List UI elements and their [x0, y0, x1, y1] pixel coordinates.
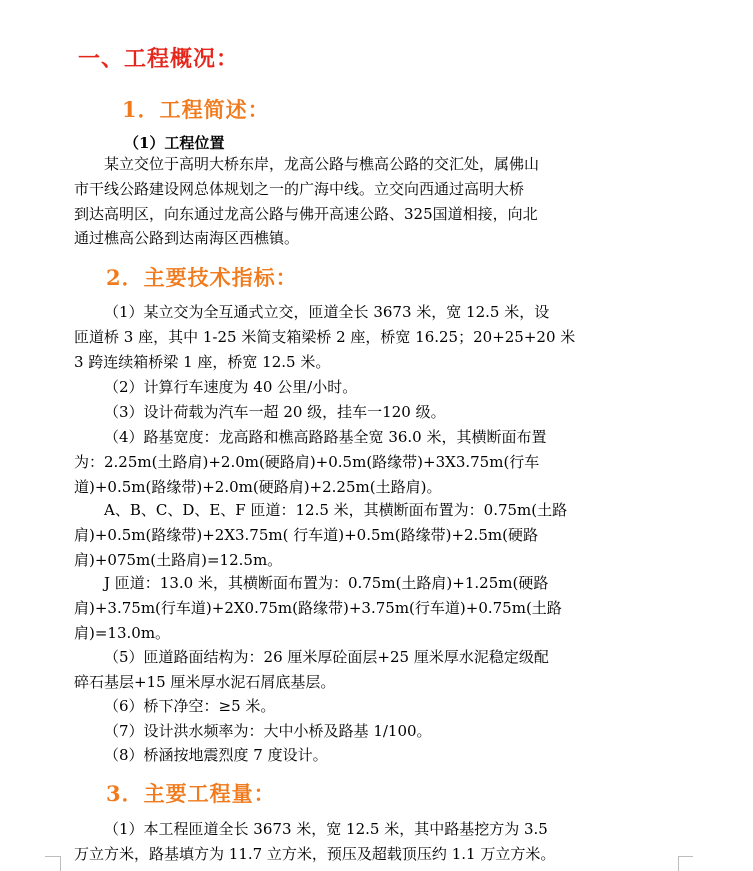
text-line: 肩)=13.0m。 — [74, 623, 171, 642]
subsection-heading-technical-indicators: 2．主要技术指标： — [106, 265, 298, 290]
text-line: 道)+0.5m(路缘带)+2.0m(硬路肩)+2.25m(土路肩)。 — [74, 477, 442, 496]
text-line: 为：2.25m(土路肩)+2.0m(硬路肩)+0.5m(路缘带)+3X3.75m(行车 — [74, 452, 540, 471]
text-line: （7）设计洪水频率为：大中小桥及路基 1/100。 — [104, 722, 432, 740]
text-line: 市干线公路建设网总体规划之一的广海中线。立交向西通过高明大桥 — [74, 179, 525, 198]
paragraph-interchange — [74, 300, 640, 374]
paragraph-flood — [74, 719, 640, 744]
paragraph-pavement — [74, 645, 640, 695]
section-heading-engineering-overview: 一、工程概况： — [78, 46, 240, 72]
text-line: 肩)+075m(土路肩)=12.5m。 — [74, 550, 283, 569]
paragraph-subgrade-width — [74, 425, 640, 499]
text-line: 匝道桥 3 座，其中 1-25 米简支箱梁桥 2 座，桥宽 16.25；20+25+20 米 — [74, 327, 576, 346]
paragraph-load — [74, 400, 640, 425]
text-line: （1）本工程匝道全长 3673 米，宽 12.5 米，其中路基挖方为 3.5 — [104, 820, 548, 838]
crop-mark-left — [60, 856, 61, 871]
crop-mark-right-h — [678, 856, 693, 857]
paragraph-speed — [74, 375, 640, 400]
text-line: J 匝道：13.0 米，其横断面布置为：0.75m(土路肩)+1.25m(硬路 — [104, 574, 549, 592]
text-line: （8）桥涵按地震烈度 7 度设计。 — [104, 746, 328, 764]
text-line: 某立交位于高明大桥东岸，龙高公路与樵高公路的交汇处，属佛山 — [104, 155, 540, 173]
text-line: （4）路基宽度：龙高路和樵高路路基全宽 36.0 米，其横断面布置 — [104, 428, 547, 446]
paragraph-ramp-j — [74, 571, 640, 645]
subsection-heading-project-summary: 1．工程简述： — [122, 97, 270, 122]
paragraph-clearance — [74, 694, 640, 719]
text-line: A、B、C、D、E、F 匝道：12.5 米，其横断面布置为：0.75m(土路 — [104, 501, 568, 519]
text-line: （3）设计荷载为汽车一超 20 级，挂车一120 级。 — [104, 403, 446, 421]
text-line: 碎石基层+15 厘米厚水泥石屑底基层。 — [74, 672, 336, 691]
subsection-heading-main-quantities: 3．主要工程量： — [106, 781, 276, 806]
text-line: 3 跨连续箱桥梁 1 座，桥宽 12.5 米。 — [74, 352, 331, 371]
text-line: （1）某立交为全互通式立交，匝道全长 3673 米，宽 12.5 米，设 — [104, 303, 550, 321]
text-line: 万立方米，路基填方为 11.7 立方米，预压及超载顶压约 1.1 万立方米。 — [74, 844, 556, 863]
text-line: 通过樵高公路到达南海区西樵镇。 — [74, 229, 300, 248]
paragraph-ramps-a-f — [74, 498, 640, 572]
crop-mark-left-h — [45, 856, 60, 857]
text-line: （5）匝道路面结构为：26 厘米厚砼面层+25 厘米厚水泥稳定级配 — [104, 648, 549, 666]
subsubsection-heading-location: （1）工程位置 — [124, 134, 225, 152]
crop-mark-right — [678, 856, 679, 871]
text-line: （6）桥下净空：≥5 米。 — [104, 697, 276, 715]
paragraph-seismic — [74, 743, 640, 768]
text-line: 肩)+3.75m(行车道)+2X0.75m(路缘带)+3.75m(行车道)+0.75m(土路 — [74, 598, 562, 617]
paragraph-quantities — [74, 817, 640, 867]
paragraph-location — [74, 152, 640, 251]
text-line: （2）计算行车速度为 40 公里/小时。 — [104, 378, 358, 396]
text-line: 肩)+0.5m(路缘带)+2X3.75m( 行车道)+0.5m(路缘带)+2.5m(硬路 — [74, 525, 538, 544]
text-line: 到达高明区，向东通过龙高公路与佛开高速公路、325国道相接，向北 — [74, 204, 538, 223]
